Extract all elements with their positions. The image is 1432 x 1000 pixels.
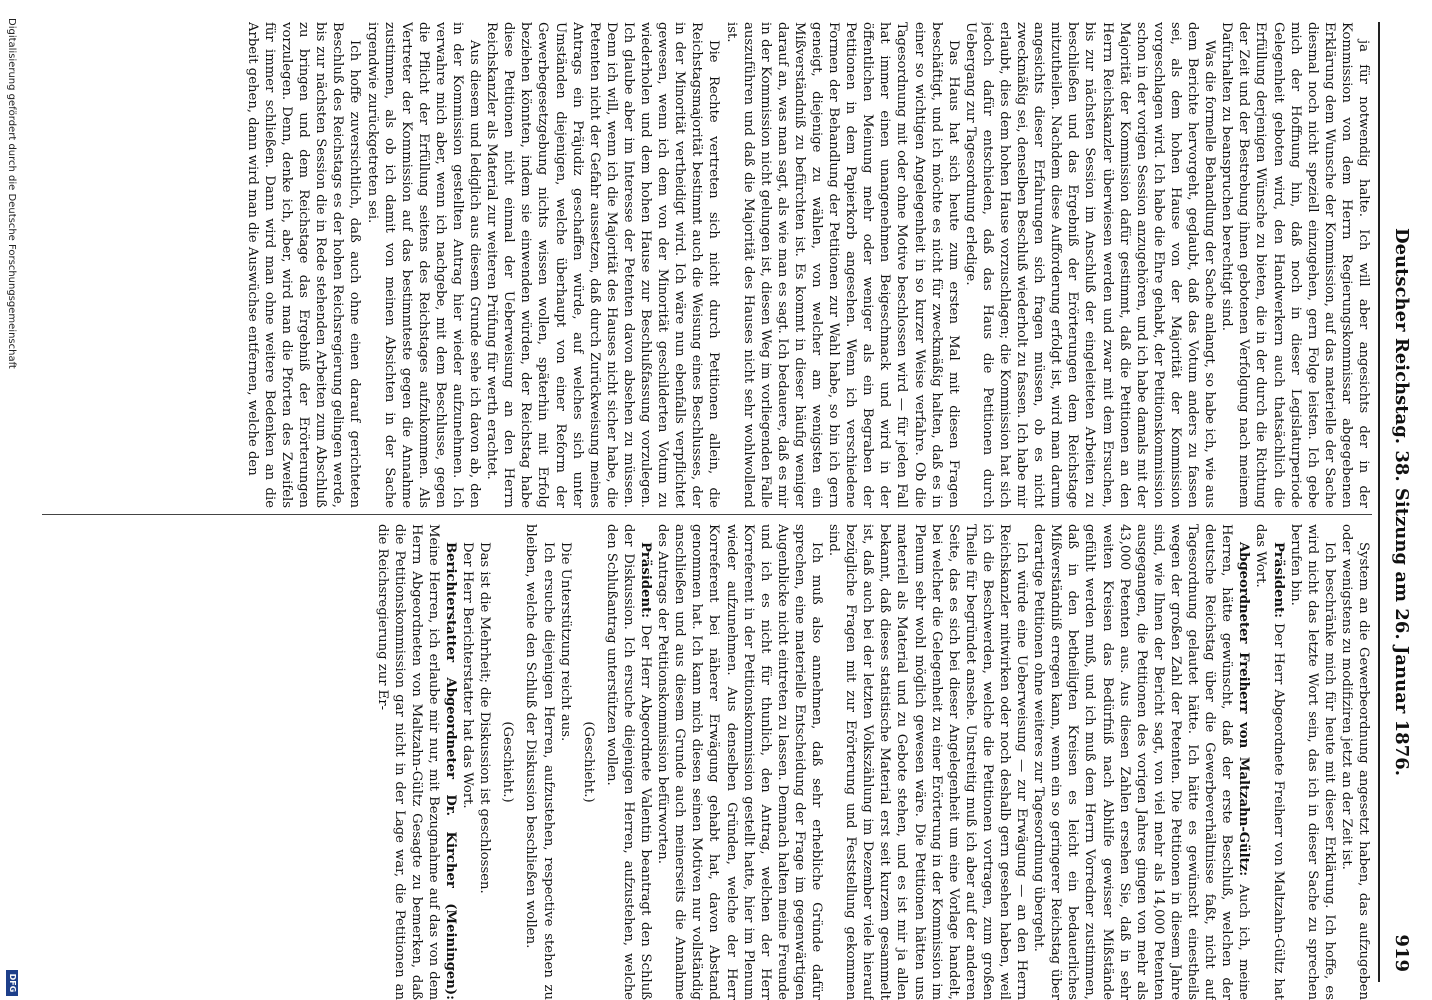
speech-kircher	[374, 524, 459, 1000]
page-header	[1378, 22, 1414, 982]
speech-text: Meine Herren, ich erlaube mir nur, mit Bezugnahme auf das von dem Herrn Abgeordneten von Maltzahn-Gültz Gesagte zu bemerken, daß die Petitionskommission gar nicht in der Lage war, die Petitionen an die Reichsregierung zur Er-	[374, 524, 442, 1000]
footer-credit: Digitalisierung gefördert durch die Deutsche Forschungsgemeinschaft	[6, 18, 17, 369]
paragraph: Ich muß also annehmen, daß sehr erhebliche Gründe dafür sprechen, eine materielle Entscheidung der Frage im gegenwärtigen Augenblicke nicht eintreten zu lassen. Demnach halten meine Freunde und ich es nicht für thunlich, den Antrag, welchen der Herr Korreferent in der Petitionskommission gestellt hatte, hier im Plenum wieder aufzunehmen. Aus denselben Gründen, welche der Herr Korreferent bei näherer Erwägung gehabt hat, davon Abstand genommen hat. Ich kann mich diesen seinen Motiven nur vollständig anschließen und aus diesem Grunde auch meinerseits die Annahme des Antrags der Petitionskommission befürworten.	[655, 524, 824, 1000]
paragraph: System an die Gewerbeordnung angesetzt haben, das aufzugeben oder wenigstens zu modifiziren jetzt an der Zeit ist.	[1338, 524, 1371, 1000]
paragraph: Die Rechte vertreten sich nicht durch Petitionen allein, die Reichstagsmajorität bestimmt auch die Weisung eines Beschlusses, der in der Minorität vertheidigt wird. Ich wäre nun ebenfalls verpflichtet gewesen, wenn ich dem von der Minorität geschilderten Votum zu wiederholen und dem hohen Hause zur Beschlußfassung vorzulegen. Ich glaube aber im Interesse der Petenten davon absehen zu müssen. Denn ich will, wenn ich die Majorität des Hauses nicht sicher habe, die Petenten nicht der Gefahr aussetzen, daß durch Zurückweisung meines Antrags ein Präjudiz geschaffen würde, auf welches sich unter Umständen diejenigen, welche überhaupt von einer Reform der Gewerbegesetzgebung nichts wissen wollen, späterhin mit Erfolg beziehen könnten, indem sie einwenden würden, der Reichstag habe diese Petitionen nicht einmal der Ueberweisung an den Herrn Reichskanzler als Material zur weiteren Prüfung für werth erachtet.	[484, 22, 722, 508]
speaker-name: Präsident:	[1270, 542, 1286, 619]
speech-text: Auch ich, meine Herren, hätte gewünscht, daß der erste Beschluß, welchen der deutsche Reichstag über die Gewerbeverhältnisse faßt, nicht auf Tagesordnung gelautet hätte. Ich hätte es gewünscht einestheils wegen der großen Zahl der Petenten. Die Petitionen in diesem Jahre sind, wie Ihnen der Bericht sagt, von viel mehr als 14,000 Petenten ausgegangen, die Petitionen des vorigen Jahres gingen von mehr als 43,000 Petenten aus. Aus diesen Zahlen ersehen Sie, daß in sehr weiten Kreisen das Bedürfniß nach Abhilfe gewisser Mißstände gefühlt werden muß, und ich muß dem Herrn Vorredner zustimmen, daß in den betheiligten Kreisen es leicht ein bedauerliches Mißverständniß erregen kann, wenn ein so geringerer Reichstag über derartige Petitionen ohne weiteres zur Tagesordnung übergeht.	[1031, 524, 1252, 1000]
paragraph: Ich ersuche diejenigen Herren, aufzustehen, respective stehen zu bleiben, welche den Schluß der Diskussion beschließen wollen.	[523, 524, 556, 1000]
paragraph: Das Haus hat sich heute zum ersten Mal mit diesen Fragen beschäftigt, und ich möchte es nicht für zweckmäßig halten, daß es in einer so wichtigen Angelegenheit in so kurzer Weise verfahre. Ob die Tagesordnung mit oder ohne Motive beschlossen wird — für jeden Fall hat immer einen unangenehmen Beigeschmack und wird in der öffentlichen Meinung mehr oder weniger als ein Begraben der Petitionen in dem Papierkorb angesehen. Wenn ich verschiedene Formen der Behandlung der Petitionen zur Wahl habe, so bin ich gern geneigt, diejenige zu wählen, von welcher am wenigsten ein Mißverständniß zu befürchten ist. Es kommt in dieser häufig weniger darauf an, was man sagt, als wie man es sagt. Ich bedauere, daß es mir in der Kommission nicht gelungen ist, diesen Weg im vorliegenden Falle auszuführen und daß die Majorität des Hauses nicht sehr wohlwollend ist.	[723, 22, 961, 508]
paragraph: Ich hoffe zuversichtlich, daß auch ohne einen darauf gerichteten Beschluß des Reichstags es der hohen Reichsregierung gelingen werde, bis zur nächsten Session die in Rede stehenden Arbeiten zum Abschluß zu bringen und dem Reichstage das Ergebniß der Erörterungen vorzulegen. Denn, denke ich, aber, wird man die Pforten des Zweifels für immer schließen. Dann wird man ohne weitere Bedenken an die Arbeit gehen, dann wird man die Auswüchse entfernen, welche den	[244, 22, 363, 508]
speech-maltzahn	[1030, 524, 1252, 1000]
column-divider	[42, 514, 1372, 515]
speech-text: Der Herr Abgeordnete Freiherr von Maltzahn-Gültz hat das Wort.	[1253, 524, 1286, 1000]
speaker-name: Präsident:	[638, 542, 654, 619]
paragraph: Was die formelle Behandlung der Sache anlangt, so habe ich, wie aus dem Berichte hervorgeht, geglaubt, daß das Votum anders zu fassen sei, als dem hohen Hause von der Majorität der Kommission vorgeschlagen wird. Ich habe die Ehre gehabt, der Petitionskommission schon in der vorigen Session anzugehören, und ich habe damals mit der Majorität der Kommission dafür gestimmt, daß die Petitionen an den Herrn Reichskanzler überwiesen werden und zwar mit dem Ersuchen, bis zur nächsten Session im Anschluß der eingeleiteten Arbeiten zu beschließen und das Ergebniß der Erörterungen dem Reichstage mitzutheilen. Nachdem diese Aufforderung erfolgt ist, wird man darum angesichts dieser Erfahrungen sich fragen müssen, ob es nicht zweckmäßig sei, denselben Beschluß wiederholt zu fassen. Ich habe mir erlaubt, dies dem hohen Hause vorzuschlagen; die Kommission hat sich jedoch dafür entschieden, daß das Haus die Petitionen durch Uebergang zur Tagesordnung erledige.	[962, 22, 1218, 508]
paragraph: Das ist die Mehrheit; die Diskussion ist geschlossen.	[477, 542, 493, 894]
digitization-footer	[0, 0, 20, 1000]
stage-direction: (Geschieht.)	[580, 721, 596, 803]
paragraph: Ich beschränke mich für heute mit dieser Erklärung. Ich hoffe, es wird nicht das letzte Wort sein, das ich in dieser Sache zu sprechen berufen bin.	[1287, 524, 1337, 1000]
paragraph: Die Unterstützung reicht aus.	[557, 542, 573, 742]
speech-text: Der Herr Abgeordnete Valentin beantragt den Schluß der Diskussion. Ich ersuche diejenigen Herren, aufzustehen, welche den Schlußantrag unterstützen wollen.	[603, 524, 654, 1000]
paragraph: Aus diesem und lediglich aus diesem Grunde sehe ich davon ab, den in der Kommission gestellten Antrag hier wieder aufzunehmen. Ich verwahre mich aber, wenn ich nachgebe, mit dem Beschlusse, gegen die Pflicht der Erfüllung seitens des Reichstages aufzukommen. Als Vertreter der Kommission auf das bestimmteste gegen die Annahme zustimmen, als ob ich damit von meinen Absichten in der Sache irgendwie zurückgetreten sei.	[364, 22, 483, 508]
paragraph: Ich würde eine Ueberweisung — zur Erwägung — an den Herrn Reichskanzler mitwirken oder noch deshalb gern gesehen haben, weil ich die Beschwerden, welche die Petitionen vortragen, zum großen Theile für begründet ansehe. Unstreitig muß ich aber auf der anderen Seite, das es sich bei dieser Angelegenheit um eine Vorlage handelt, bei welcher die Gelegenheit zu einer Erörterung in der Kommission im Plenum sehr wohl möglich gewesen wäre. Die Petitionen hätten uns materiell als Material und zu Gebote stehen, und es ist mir ja allen bekannt, daß dieses statistische Material erst seit kurzem gesammelt ist, daß auch bei der letzten Volkszählung im Dezember viele hierauf bezügliche Fragen mit zur Erörterung und Feststellung gekommen sind.	[826, 524, 1030, 1000]
right-text-column	[52, 524, 1372, 1000]
speaker-name: Abgeordneter Freiherr von Maltzahn-Gültz:	[1236, 542, 1252, 877]
page-number: 919	[1391, 934, 1412, 972]
speech-president	[1252, 524, 1286, 1000]
stage-direction: (Geschieht.)	[500, 721, 516, 803]
paragraph: ja für notwendig halte. Ich will aber angesichts der in der Kommission von dem Herrn Regierungskommissar abgegebenen Erklärung dem Wunsche der Kommission, auf das materielle der Sache diesmal noch nicht speziell einzugehen, gern Folge leisten. Ich gebe mich der Hoffnung hin, daß noch in dieser Legislaturperiode Gelegenheit geboten wird, den Handwerkern auch thatsächlich die Erfüllung derjenigen Wünsche zu bieten, die in der durch die Richtung der Zeit und der Bestrebung ihnen gebotenen Verfolgung nach meinem Dafürhalten zu beanspruchen berechtigt sind.	[1219, 22, 1371, 508]
speaker-name: Berichterstatter Abgeordneter Dr. Kircher (Meiningen):	[443, 542, 459, 1000]
header-title: Deutscher Reichstag. 38. Sitzung am 26. Januar 1876.	[1391, 227, 1412, 777]
dfg-logo-icon: DFG	[6, 970, 18, 996]
speech-president	[603, 524, 654, 1000]
paragraph: Der Herr Berichterstatter hat das Wort.	[460, 542, 476, 809]
left-text-column	[52, 22, 1372, 508]
